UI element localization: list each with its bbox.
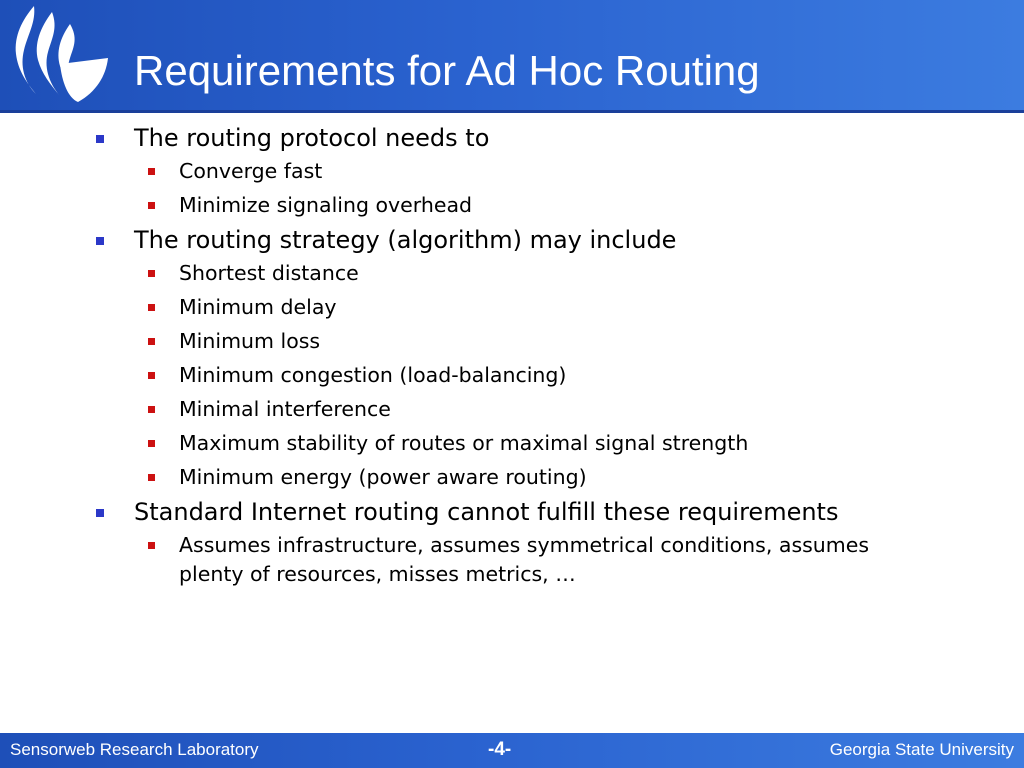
slide-footer xyxy=(0,733,1024,768)
footer-university: Georgia State University xyxy=(829,740,1014,759)
sub-bullet-item xyxy=(179,293,1024,322)
bullet-item xyxy=(134,225,1024,255)
sub-bullet-text: Minimize signaling overhead xyxy=(179,193,473,217)
square-bullet-icon xyxy=(96,135,104,143)
sub-bullet-item xyxy=(179,395,1024,424)
sub-bullet-text: Minimal interference xyxy=(179,397,391,421)
slide-title: Requirements for Ad Hoc Routing xyxy=(134,47,760,94)
sub-bullet-text: Minimum delay xyxy=(179,295,337,319)
footer-lab-name: Sensorweb Research Laboratory xyxy=(10,740,259,759)
slide-content xyxy=(0,120,1024,594)
bullet-text: Standard Internet routing cannot fulfill these requirements xyxy=(134,498,839,526)
sub-bullet-item xyxy=(179,531,939,589)
square-bullet-icon xyxy=(96,509,104,517)
bullet-text: The routing strategy (algorithm) may include xyxy=(134,226,677,254)
sub-bullet-text: Assumes infrastructure, assumes symmetrical conditions, assumes plenty of resources, misses metrics, … xyxy=(179,533,870,586)
square-bullet-icon xyxy=(148,474,155,481)
square-bullet-icon xyxy=(96,237,104,245)
sub-bullet-text: Minimum loss xyxy=(179,329,321,353)
sub-bullet-item xyxy=(179,429,1024,458)
square-bullet-icon xyxy=(148,440,155,447)
bullet-item xyxy=(134,497,1024,527)
sub-bullet-item xyxy=(179,327,1024,356)
page-number: -4- xyxy=(488,739,512,760)
sub-bullet-text: Converge fast xyxy=(179,159,323,183)
square-bullet-icon xyxy=(148,542,155,549)
sub-bullet-text: Shortest distance xyxy=(179,261,359,285)
sub-bullet-item xyxy=(179,259,1024,288)
square-bullet-icon xyxy=(148,304,155,311)
sub-bullet-text: Minimum energy (power aware routing) xyxy=(179,465,587,489)
sub-bullet-text: Minimum congestion (load-balancing) xyxy=(179,363,567,387)
sub-bullet-item xyxy=(179,463,1024,492)
bullet-text: The routing protocol needs to xyxy=(134,124,490,152)
sub-bullet-item xyxy=(179,157,1024,186)
square-bullet-icon xyxy=(148,270,155,277)
square-bullet-icon xyxy=(148,372,155,379)
square-bullet-icon xyxy=(148,202,155,209)
square-bullet-icon xyxy=(148,406,155,413)
bullet-item xyxy=(134,123,1024,153)
square-bullet-icon xyxy=(148,168,155,175)
sub-bullet-item xyxy=(179,191,1024,220)
square-bullet-icon xyxy=(148,338,155,345)
slide-header xyxy=(0,0,1024,112)
flame-logo-icon xyxy=(4,2,112,108)
sub-bullet-item xyxy=(179,361,1024,390)
header-divider xyxy=(0,110,1024,113)
sub-bullet-text: Maximum stability of routes or maximal signal strength xyxy=(179,431,749,455)
